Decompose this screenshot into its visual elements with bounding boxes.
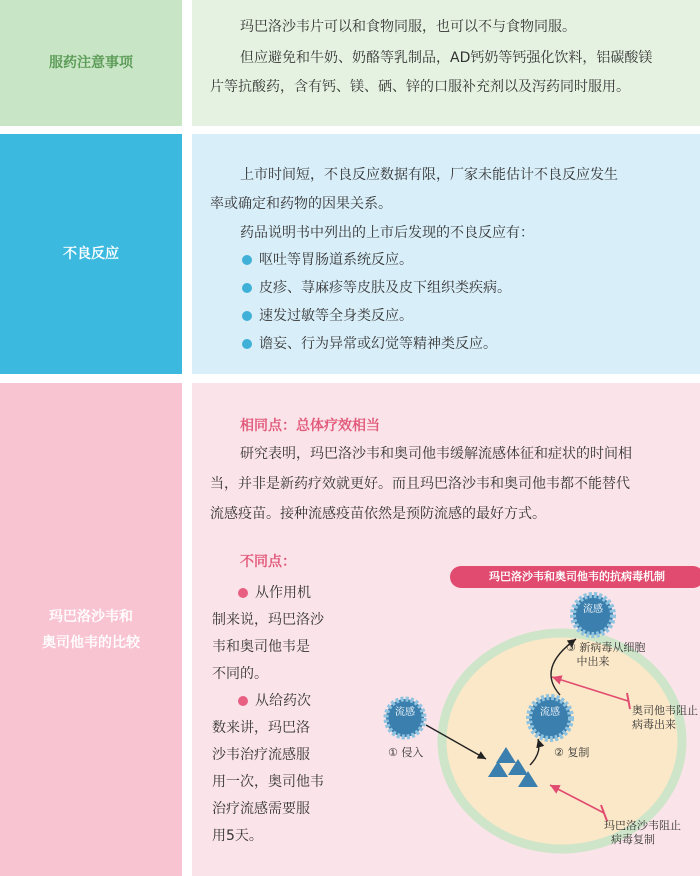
diff-block-2: 从给药次 数来讲，玛巴洛 沙韦治疗流感服 用一次，奥司他韦 治疗流感需要服 用5天。 [212, 693, 324, 844]
precautions-content [192, 0, 700, 126]
diagram-title: 玛巴洛沙韦和奥司他韦的抗病毒机制 [450, 566, 700, 588]
virus-icon [386, 699, 424, 737]
precautions-label: 服药注意事项 [0, 0, 182, 126]
same-heading: 相同点：总体疗效相当 [240, 418, 380, 434]
same-line-1: 研究表明，玛巴洛沙韦和奥司他韦缓解流感体征和症状的时间相 [240, 446, 632, 462]
oseltamivir-note: 奥司他韦阻止 病毒出来 [632, 704, 698, 731]
precautions-section [0, 0, 700, 126]
step1-label: ① 侵入 [388, 746, 424, 759]
adverse-para-3: 药品说明书中列出的上市后发现的不良反应有： [240, 225, 534, 241]
step3-label: ③ 新病毒从细胞 中出来 [566, 641, 646, 668]
virus-icon [529, 697, 571, 739]
adverse-para-2: 率或确定和药物的因果关系。 [210, 196, 392, 212]
bullet-dot-icon [238, 696, 248, 706]
adverse-bullet: 速发过敏等全身类反应。 [242, 303, 413, 329]
same-line-2: 当，并非是新药疗效就更好。而且玛巴洛沙韦和奥司他韦都不能替代 [210, 476, 630, 492]
bullet-dot-icon [242, 339, 252, 349]
bullet-dot-icon [242, 255, 252, 265]
same-line-3: 流感疫苗。接种流感疫苗依然是预防流感的最好方式。 [210, 506, 546, 522]
virus-label: 流感 [583, 604, 603, 615]
virus-label: 流感 [395, 707, 415, 718]
baloxavir-note: 玛巴洛沙韦阻止 病毒复制 [604, 819, 681, 846]
adverse-bullet: 谵妄、行为异常或幻觉等精神类反应。 [242, 331, 497, 357]
adverse-label: 不良反应 [0, 134, 182, 374]
adverse-para-1: 上市时间短，不良反应数据有限，厂家未能估计不良反应发生 [240, 167, 618, 183]
precautions-para-2: 但应避免和牛奶、奶酪等乳制品，AD钙奶等钙强化饮料，铝碳酸镁 [240, 50, 653, 66]
step2-label: ② 复制 [554, 746, 590, 759]
precautions-para-3: 片等抗酸药，含有钙、镁、硒、锌的口服补充剂以及泻药同时服用。 [210, 79, 630, 95]
comparison-label: 玛巴洛沙韦和 奥司他韦的比较 [0, 383, 182, 876]
adverse-content [192, 134, 700, 374]
virus-icon [573, 595, 613, 635]
cell-shape [442, 633, 682, 849]
adverse-bullet: 皮疹、荨麻疹等皮肤及皮下组织类疾病。 [242, 275, 511, 301]
virus-label: 流感 [540, 707, 560, 718]
bullet-dot-icon [242, 283, 252, 293]
bullet-dot-icon [238, 588, 248, 598]
comparison-section [0, 383, 700, 876]
bullet-dot-icon [242, 311, 252, 321]
adverse-bullet: 呕吐等胃肠道系统反应。 [242, 247, 413, 273]
diff-block-1: 从作用机 制来说，玛巴洛沙 韦和奥司他韦是 不同的。 [212, 585, 324, 682]
adverse-section [0, 134, 700, 374]
comparison-content [192, 383, 700, 876]
diff-heading: 不同点： [240, 554, 296, 570]
precautions-para-1: 玛巴洛沙韦片可以和食物同服，也可以不与食物同服。 [240, 19, 576, 35]
